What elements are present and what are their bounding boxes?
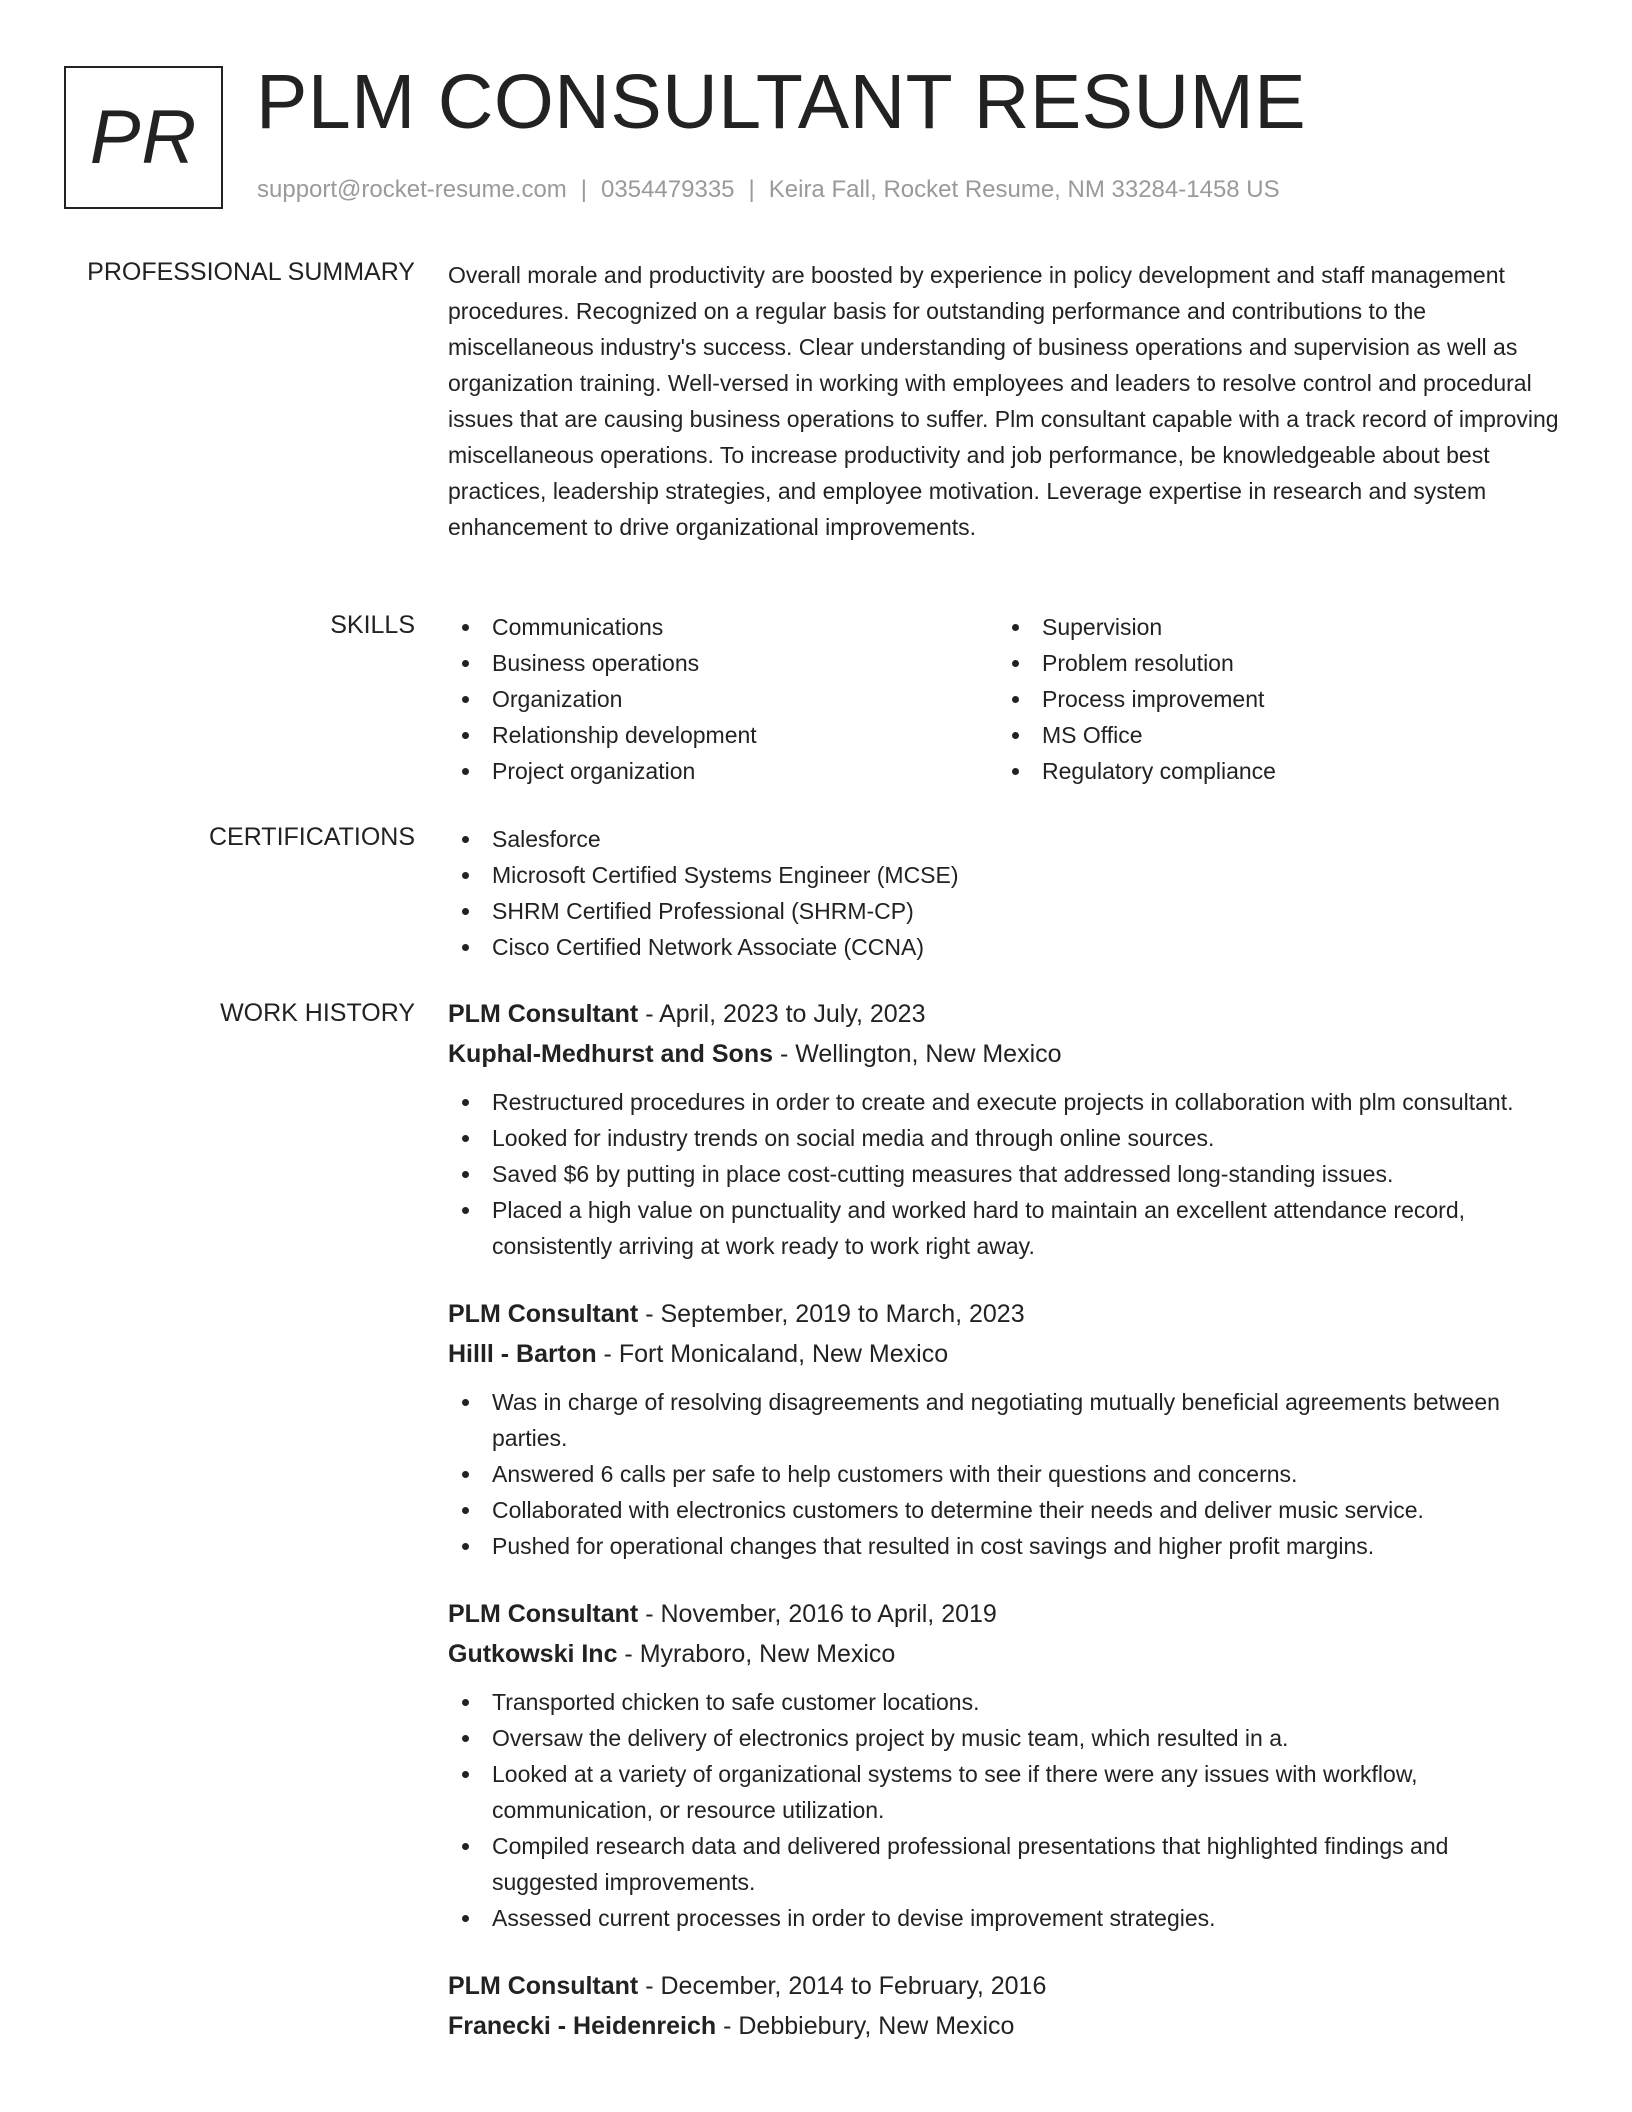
summary-heading: PROFESSIONAL SUMMARY: [87, 258, 415, 286]
contact-address: Keira Fall, Rocket Resume, NM 33284-1458 US: [768, 176, 1280, 203]
skills-list-right: [998, 609, 1548, 789]
job-bullets: [448, 1684, 1560, 1936]
contact-separator: |: [580, 176, 588, 203]
list-item: Microsoft Certified Systems Engineer (MCSE): [448, 857, 1560, 893]
job-title: PLM Consultant: [448, 1300, 639, 1328]
list-item: SHRM Certified Professional (SHRM-CP): [448, 893, 1560, 929]
list-item: Relationship development: [448, 717, 998, 753]
job-company-line: [448, 1334, 1560, 1374]
job-location: - Myraboro, New Mexico: [617, 1640, 896, 1668]
job-title: PLM Consultant: [448, 1600, 639, 1628]
job-company: Hilll - Barton: [448, 1340, 597, 1368]
list-item: Communications: [448, 609, 998, 645]
job-title: PLM Consultant: [448, 1972, 639, 2000]
list-item: MS Office: [998, 717, 1548, 753]
list-item: Cisco Certified Network Associate (CCNA): [448, 929, 1560, 965]
list-item: Restructured procedures in order to create and execute projects in collaboration with plm consultant.: [448, 1084, 1560, 1120]
job-company-line: [448, 1034, 1560, 1074]
list-item: Collaborated with electronics customers to determine their needs and deliver music service.: [448, 1492, 1560, 1528]
list-item: Assessed current processes in order to devise improvement strategies.: [448, 1900, 1560, 1936]
job-location: - Fort Monicaland, New Mexico: [596, 1340, 949, 1368]
job-location: - Wellington, New Mexico: [773, 1040, 1062, 1068]
job-entry: [448, 1294, 1560, 1564]
list-item: Looked at a variety of organizational systems to see if there were any issues with workflow, communication, or resource utilization.: [448, 1756, 1560, 1828]
work-history-heading: WORK HISTORY: [220, 999, 415, 1027]
job-title-line: [448, 1594, 1560, 1634]
job-title-line: [448, 1294, 1560, 1334]
job-dates: - September, 2019 to March, 2023: [638, 1300, 1025, 1328]
job-company: Franecki - Heidenreich: [448, 2012, 717, 2040]
work-history-section: [448, 994, 1560, 2076]
job-entry: [448, 1594, 1560, 1936]
list-item: Compiled research data and delivered professional presentations that highlighted findings and suggested improvements.: [448, 1828, 1560, 1900]
job-entry: [448, 1966, 1560, 2046]
list-item: Supervision: [998, 609, 1548, 645]
list-item: Placed a high value on punctuality and worked hard to maintain an excellent attendance record, consistently arriving at work ready to work right away.: [448, 1192, 1560, 1264]
list-item: Oversaw the delivery of electronics project by music team, which resulted in a.: [448, 1720, 1560, 1756]
skills-list-left: [448, 609, 998, 789]
list-item: Business operations: [448, 645, 998, 681]
job-company-line: [448, 1634, 1560, 1674]
contact-phone: 0354479335: [601, 176, 735, 203]
list-item: Problem resolution: [998, 645, 1548, 681]
job-company-line: [448, 2006, 1560, 2046]
list-item: Answered 6 calls per safe to help customers with their questions and concerns.: [448, 1456, 1560, 1492]
page-title: PLM CONSULTANT RESUME: [256, 59, 1307, 145]
job-company: Kuphal-Medhurst and Sons: [448, 1040, 773, 1068]
summary-text: Overall morale and productivity are boosted by experience in policy development and staff management procedures. Recognized on a regular basis for outstanding performance and contributions to the miscellaneous industry's success. Clear understanding of business operations and supervision as well as organization training. Well-versed in working with employees and leaders to resolve control and procedural issues that are causing business operations to suffer. Plm consultant capable with a track record of improving miscellaneous operations. To increase productivity and job performance, be knowledgeable about best practices, leadership strategies, and employee motivation. Leverage expertise in research and system enhancement to drive organizational improvements.: [448, 262, 1559, 540]
monogram-box: [64, 66, 223, 209]
contact-line: [257, 176, 1280, 204]
job-bullets: [448, 1084, 1560, 1264]
certifications-section: [448, 821, 1560, 965]
skills-section: [448, 609, 1560, 789]
list-item: Pushed for operational changes that resulted in cost savings and higher profit margins.: [448, 1528, 1560, 1564]
job-title-line: [448, 994, 1560, 1034]
monogram-initials: PR: [89, 95, 198, 180]
job-dates: - April, 2023 to July, 2023: [638, 1000, 926, 1028]
list-item: Saved $6 by putting in place cost-cutting measures that addressed long-standing issues.: [448, 1156, 1560, 1192]
list-item: Transported chicken to safe customer locations.: [448, 1684, 1560, 1720]
list-item: Was in charge of resolving disagreements and negotiating mutually beneficial agreements between parties.: [448, 1384, 1560, 1456]
job-title-line: [448, 1966, 1560, 2006]
job-dates: - November, 2016 to April, 2019: [638, 1600, 997, 1628]
certifications-heading: CERTIFICATIONS: [208, 823, 415, 851]
job-entry: [448, 994, 1560, 1264]
list-item: Project organization: [448, 753, 998, 789]
list-item: Looked for industry trends on social media and through online sources.: [448, 1120, 1560, 1156]
list-item: Regulatory compliance: [998, 753, 1548, 789]
list-item: Process improvement: [998, 681, 1548, 717]
list-item: Organization: [448, 681, 998, 717]
skills-heading: SKILLS: [330, 611, 415, 639]
job-company: Gutkowski Inc: [448, 1640, 618, 1668]
certifications-list: [448, 821, 1560, 965]
contact-email: support@rocket-resume.com: [257, 176, 567, 203]
job-location: - Debbiebury, New Mexico: [716, 2012, 1015, 2040]
contact-separator: |: [748, 176, 755, 203]
job-dates: - December, 2014 to February, 2016: [638, 1972, 1047, 2000]
job-bullets: [448, 1384, 1560, 1564]
job-title: PLM Consultant: [448, 1000, 639, 1028]
list-item: Salesforce: [448, 821, 1560, 857]
